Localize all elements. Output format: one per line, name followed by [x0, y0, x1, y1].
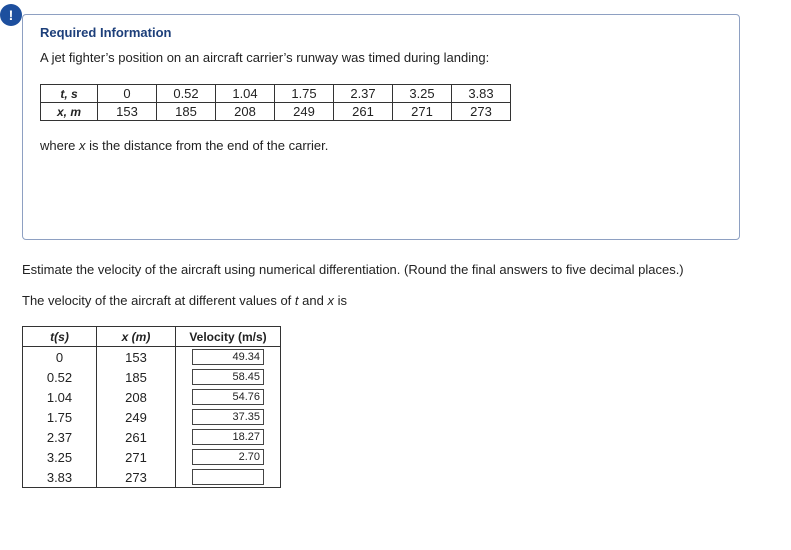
table-row: [23, 367, 281, 387]
t-cell: 2.37: [23, 427, 97, 447]
position-cell: 249: [275, 103, 334, 121]
info-description: A jet fighter’s position on an aircraft carrier’s runway was timed during landing:: [40, 50, 490, 65]
t-cell: 0.52: [23, 367, 97, 387]
t-cell: 1.75: [23, 407, 97, 427]
time-cell: 0: [98, 85, 157, 103]
t-cell: 0: [23, 347, 97, 368]
x-cell: 208: [97, 387, 176, 407]
table-row: [23, 347, 281, 368]
time-cell: 3.83: [452, 85, 511, 103]
position-cell: 208: [216, 103, 275, 121]
alert-icon: !: [0, 4, 22, 26]
t-cell: 3.83: [23, 467, 97, 488]
position-cell: 185: [157, 103, 216, 121]
velocity-input[interactable]: 18.27: [192, 429, 264, 445]
velocity-input[interactable]: 2.70: [192, 449, 264, 465]
x-cell: 153: [97, 347, 176, 368]
velocity-input[interactable]: [192, 469, 264, 485]
position-row: [41, 103, 511, 121]
position-cell: 271: [393, 103, 452, 121]
position-header: x, m: [41, 103, 98, 121]
position-data-table: [40, 84, 511, 121]
velocity-cell: [176, 467, 281, 488]
t-column-header: t(s): [23, 327, 97, 347]
x-cell: 273: [97, 467, 176, 488]
velocity-cell: [176, 447, 281, 467]
where-pre: where: [40, 138, 80, 153]
subprompt-t: t: [294, 293, 299, 308]
required-info-box: [22, 14, 740, 240]
time-cell: 1.04: [216, 85, 275, 103]
position-cell: 273: [452, 103, 511, 121]
velocity-input[interactable]: 37.35: [192, 409, 264, 425]
velocity-cell: [176, 427, 281, 447]
velocity-column-header: Velocity (m/s): [176, 327, 281, 347]
velocity-cell: [176, 367, 281, 387]
velocity-input[interactable]: 58.45: [192, 369, 264, 385]
table-row: [23, 467, 281, 488]
answer-header-row: [23, 327, 281, 347]
table-row: [23, 387, 281, 407]
subprompt-mid: and: [298, 293, 328, 308]
velocity-input[interactable]: 54.76: [192, 389, 264, 405]
info-title: Required Information: [40, 25, 172, 40]
velocity-answer-table: [22, 326, 281, 488]
velocity-cell: [176, 407, 281, 427]
question-text: Estimate the velocity of the aircraft using numerical differentiation. (Round the final answers to five decimal places.): [22, 262, 684, 277]
subprompt: [22, 293, 347, 308]
time-cell: 1.75: [275, 85, 334, 103]
velocity-cell: [176, 347, 281, 368]
table-row: [23, 447, 281, 467]
table-row: [23, 427, 281, 447]
where-var: x: [79, 138, 86, 153]
time-cell: 3.25: [393, 85, 452, 103]
time-cell: 0.52: [157, 85, 216, 103]
subprompt-post: is: [333, 293, 347, 308]
time-cell: 2.37: [334, 85, 393, 103]
subprompt-x: x: [327, 293, 334, 308]
t-cell: 1.04: [23, 387, 97, 407]
x-column-header: x (m): [97, 327, 176, 347]
x-cell: 249: [97, 407, 176, 427]
time-row: [41, 85, 511, 103]
position-cell: 261: [334, 103, 393, 121]
time-header: t, s: [41, 85, 98, 103]
x-cell: 185: [97, 367, 176, 387]
table-row: [23, 407, 281, 427]
subprompt-pre: The velocity of the aircraft at different values of: [22, 293, 295, 308]
where-note: [40, 138, 328, 153]
where-post: is the distance from the end of the carrier.: [85, 138, 329, 153]
velocity-input[interactable]: 49.34: [192, 349, 264, 365]
x-cell: 271: [97, 447, 176, 467]
t-cell: 3.25: [23, 447, 97, 467]
position-cell: 153: [98, 103, 157, 121]
x-cell: 261: [97, 427, 176, 447]
velocity-cell: [176, 387, 281, 407]
